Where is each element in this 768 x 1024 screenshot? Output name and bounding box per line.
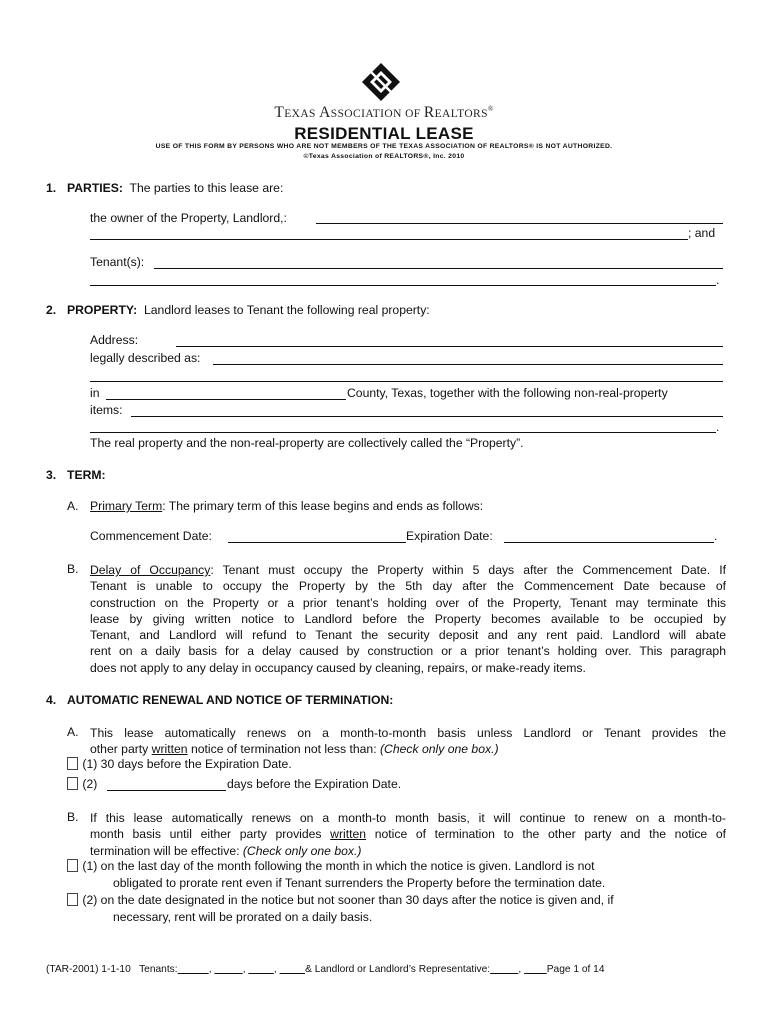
tenant-label: Tenant(s): (90, 255, 145, 269)
days-text: days before the Expiration Date. (227, 777, 402, 791)
days-field[interactable] (107, 790, 226, 791)
expiration-date-field[interactable] (504, 542, 714, 543)
landlord-name-field-2[interactable] (90, 239, 688, 240)
primary-term-text: Primary Term: The primary term of this lease begins and ends as follows: (90, 499, 484, 513)
notice-option-1[interactable]: (1) 30 days before the Expiration Date. (67, 757, 292, 772)
section-number: 4. (46, 693, 57, 707)
in-label: in (90, 386, 100, 400)
items-field-2[interactable] (90, 432, 716, 433)
county-text: County, Texas, together with the following non-real-property (347, 386, 668, 400)
period: . (714, 529, 718, 543)
tenant-initials-4[interactable] (280, 964, 305, 975)
legal-description-label: legally described as: (90, 351, 201, 365)
expiration-label: Expiration Date: (406, 529, 493, 543)
termination-option-1[interactable]: (1) on the last day of the month following the month in which the notice is given. Landlord is not (67, 859, 723, 874)
subsection-letter: A. (67, 725, 79, 739)
subsection-letter: A. (67, 499, 79, 513)
termination-option-2-cont: necessary, rent will be prorated on a daily basis. (113, 910, 373, 924)
termination-paragraph: If this lease automatically renews on a month-to month basis, it will continue to renew on a month-to- month basis until either party provides written notice of termination to the other party and the notice of termination will be effective: (Check only one box.) (90, 811, 726, 858)
diamond-logo-icon (361, 62, 401, 102)
checkbox[interactable] (67, 893, 78, 906)
legal-description-field-2[interactable] (90, 381, 723, 382)
and-text: ; and (688, 226, 716, 240)
county-field[interactable] (106, 399, 346, 400)
landlord-initials-2[interactable] (524, 964, 547, 975)
address-field[interactable] (176, 346, 723, 347)
section-3-heading: TERM: (67, 468, 106, 482)
items-label: items: (90, 403, 123, 417)
landlord-label: the owner of the Property, Landlord,: (90, 211, 287, 225)
section-number: 3. (46, 468, 57, 482)
tenant-initials-2[interactable] (214, 964, 242, 975)
subsection-letter: B. (67, 562, 79, 576)
period: . (716, 420, 720, 434)
period: . (716, 273, 720, 287)
copyright-notice: ©Texas Association of REALTORS®, Inc. 2010 (303, 153, 465, 160)
section-number: 1. (46, 181, 57, 195)
commencement-label: Commencement Date: (90, 529, 212, 543)
items-field[interactable] (131, 416, 723, 417)
section-2-heading: PROPERTY: Landlord leases to Tenant the following real property: (67, 303, 430, 317)
commencement-date-field[interactable] (228, 542, 406, 543)
notice-option-2[interactable]: (2) (67, 777, 97, 792)
section-1-heading: PARTIES: The parties to this lease are: (67, 181, 284, 195)
tenant-initials-1[interactable] (178, 964, 209, 975)
checkbox[interactable] (67, 859, 78, 872)
checkbox[interactable] (67, 777, 78, 790)
termination-option-2[interactable]: (2) on the date designated in the notice but not sooner than 30 days after the notice is given and, if (67, 893, 614, 908)
page-footer: (TAR-2001) 1-1-10 Tenants: , , , & Landlord or Landlord’s Representative: , Page 1 of 14 (46, 964, 605, 975)
section-4-heading: AUTOMATIC RENEWAL AND NOTICE OF TERMINATION: (67, 693, 394, 707)
renewal-paragraph: This lease automatically renews on a month-to-month basis unless Landlord or Tenant provides the other party written notice of termination not less than: (Check only one box.) (90, 726, 726, 757)
property-definition: The real property and the non-real-property are collectively called the “Property”. (90, 436, 524, 450)
section-number: 2. (46, 303, 57, 317)
tenant-name-field-2[interactable] (90, 285, 716, 286)
subsection-letter: B. (67, 810, 79, 824)
checkbox[interactable] (67, 757, 78, 770)
usage-notice: USE OF THIS FORM BY PERSONS WHO ARE NOT MEMBERS OF THE TEXAS ASSOCIATION OF REALTORS® IS NOT AUTHORIZED. (155, 143, 613, 150)
address-label: Address: (90, 333, 139, 347)
delay-of-occupancy-paragraph: Delay of Occupancy: Tenant must occupy the Property within 5 days after the Commencement Date. If Tenant is unable to occupy the Property by the 5th day after the Commencement Date because of construction on the Property or a prior tenant’s holding over of the Property, Tenant may terminate this lease by giving written notice to Landlord before the Property becomes available to be occupied by Tenant, and Landlord will refund to Tenant the security deposit and any rent paid. Landlord will abate rent on a daily basis for a delay caused by construction or a prior tenant’s holding over. This paragraph does not apply to any delay in occupancy caused by cleaning, repairs, or make-ready items. (90, 563, 726, 675)
landlord-name-field[interactable] (316, 223, 723, 224)
tenant-name-field[interactable] (154, 268, 723, 269)
termination-option-1-cont: obligated to prorate rent even if Tenant surrenders the Property before the termination date. (113, 876, 606, 890)
tenant-initials-3[interactable] (248, 964, 273, 975)
legal-description-field[interactable] (213, 364, 723, 365)
landlord-initials-1[interactable] (490, 964, 518, 975)
association-name: TEXAS ASSOCIATION OF REALTORS® (274, 104, 494, 121)
document-title: RESIDENTIAL LEASE (294, 124, 474, 143)
